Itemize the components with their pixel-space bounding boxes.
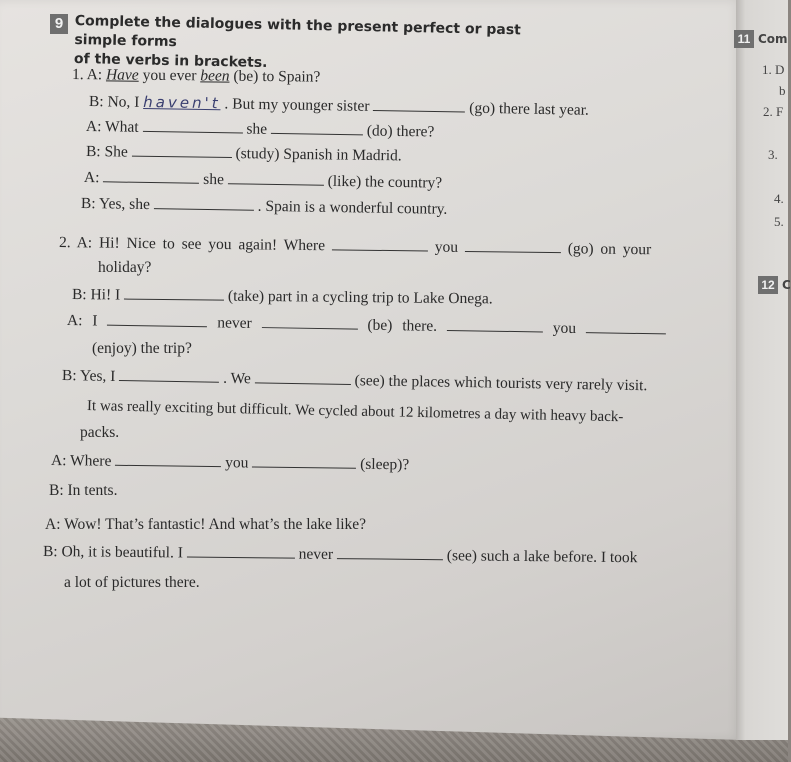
- dialogue-text: A: Wow! That’s fantastic! And what’s the lake like?: [45, 516, 367, 533]
- dialogue-text: (take) part in a cycling trip to Lake Onega.: [227, 287, 493, 308]
- answer-blank[interactable]: [586, 320, 666, 334]
- side-item-1: 1. D: [762, 62, 785, 77]
- dialogue-text: (see) the places which tourists very rarely visit.: [354, 372, 648, 395]
- answer-blank[interactable]: [142, 119, 242, 134]
- answer-blank[interactable]: [115, 453, 221, 467]
- handwritten-answer: haven't: [143, 92, 221, 113]
- side-item-2: 2. F: [763, 104, 784, 119]
- dialogue-text: a lot of pictures there.: [64, 574, 200, 591]
- answer-blank[interactable]: [271, 121, 363, 135]
- dialogue-2-line-11: [45, 516, 366, 534]
- dialogue-text: . We: [223, 369, 252, 388]
- side-item-1b: b: [779, 83, 786, 98]
- dialogue-text: (study) Spanish in Madrid.: [235, 145, 402, 165]
- exercise-title-line1: Complete the dialogues with the present perfect or past simple forms: [74, 12, 521, 51]
- dialogue-text: . Spain is a wonderful country.: [257, 197, 448, 218]
- dialogue-2-line-5: [92, 340, 192, 358]
- side-item-5: 5.: [774, 214, 784, 229]
- dialogue-text: never: [298, 545, 334, 564]
- answer-blank[interactable]: [447, 318, 543, 333]
- dialogue-text: It was really exciting but difficult. We cycled about 12 kilometres a day with heavy back-: [86, 398, 624, 426]
- dialogue-text: 2. A: Hi! Nice to see you again! Where: [58, 234, 326, 255]
- dialogue-text: she: [203, 170, 225, 189]
- dialogue-text: you: [434, 238, 459, 256]
- answer-blank[interactable]: [332, 237, 428, 251]
- dialogue-2-line-13: [64, 574, 200, 592]
- dialogue-text: (sleep)?: [360, 455, 410, 474]
- example-answer: been: [200, 67, 230, 85]
- dialogue-text: you ever: [142, 66, 197, 85]
- side-exercise-11-title: Com: [758, 32, 788, 46]
- dialogue-text: holiday?: [98, 259, 152, 276]
- answer-blank[interactable]: [228, 171, 324, 186]
- speaker-label: A:: [86, 66, 103, 84]
- answer-blank[interactable]: [255, 370, 351, 385]
- dialogue-text: B: Oh, it is beautiful. I: [42, 543, 184, 562]
- exercise-title-line2: of the verbs in brackets.: [73, 50, 268, 72]
- exercise-number: 9: [50, 14, 68, 34]
- answer-blank[interactable]: [132, 144, 232, 158]
- dialogue-2-line-2: [98, 259, 151, 277]
- side-item-3: 3.: [768, 147, 778, 162]
- dialogue-text: B: In tents.: [49, 482, 118, 499]
- answer-blank[interactable]: [103, 169, 199, 184]
- dialogue-text: (like) the country?: [327, 172, 443, 192]
- dialogue-text: (be) there.: [367, 316, 438, 335]
- answer-blank[interactable]: [262, 315, 358, 330]
- example-answer: Have: [105, 66, 139, 84]
- dialogue-text: B: Yes, I: [61, 367, 116, 385]
- answer-blank[interactable]: [465, 239, 561, 253]
- dialogue-text: B: Hi! I: [71, 286, 121, 304]
- dialogue-text: (enjoy) the trip?: [92, 340, 192, 357]
- dialogue-text: . But my younger sister: [224, 95, 370, 115]
- item-number: 1.: [71, 66, 84, 84]
- answer-blank[interactable]: [124, 287, 224, 301]
- dialogue-text: A:: [83, 169, 100, 187]
- side-exercise-11-badge: 11: [734, 30, 754, 48]
- dialogue-text: B: No, I: [88, 93, 140, 111]
- answer-blank[interactable]: [107, 313, 207, 328]
- dialogue-1-line-1: [72, 66, 321, 87]
- dialogue-text: she: [246, 120, 268, 138]
- dialogue-text: B: She: [85, 143, 128, 161]
- dialogue-2-line-8: [80, 424, 119, 442]
- dialogue-text: (do) there?: [366, 122, 435, 141]
- dialogue-text: (be) to Spain?: [233, 67, 321, 86]
- side-exercise-12-badge: 12: [758, 276, 778, 294]
- answer-blank[interactable]: [252, 454, 356, 468]
- dialogue-text: A: I: [66, 312, 98, 330]
- answer-blank[interactable]: [373, 98, 465, 113]
- dialogue-text: (see) such a lake before. I took: [446, 547, 638, 567]
- dialogue-text: A: What: [85, 118, 139, 136]
- side-item-4: 4.: [774, 191, 784, 206]
- dialogue-2-line-10: [49, 482, 117, 500]
- dialogue-text: you: [552, 319, 577, 337]
- answer-blank[interactable]: [337, 546, 443, 560]
- answer-blank[interactable]: [154, 196, 254, 211]
- dialogue-text: you: [225, 454, 249, 472]
- dialogue-text: packs.: [80, 424, 120, 441]
- dialogue-text: B: Yes, she: [80, 195, 151, 214]
- answer-blank[interactable]: [187, 545, 295, 559]
- dialogue-text: never: [217, 314, 252, 332]
- answer-blank[interactable]: [119, 368, 219, 383]
- dialogue-text: (go) on your: [567, 240, 652, 259]
- dialogue-text: A: Where: [50, 452, 112, 470]
- side-exercise-12-title: C: [782, 278, 791, 292]
- dialogue-text: (go) there last year.: [469, 99, 590, 119]
